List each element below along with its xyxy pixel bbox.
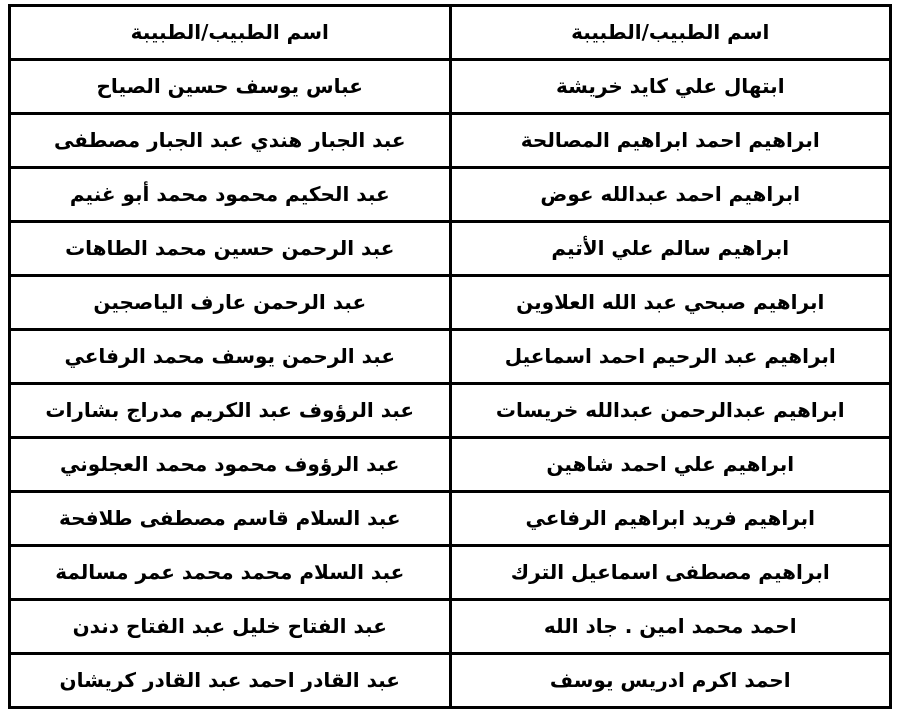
doctor-name: عبد الرؤوف محمود محمد العجلوني <box>60 452 400 476</box>
doctor-name: ابراهيم فريد ابراهيم الرفاعي <box>525 506 816 530</box>
doctor-name-cell-left <box>10 546 451 600</box>
doctor-name: ابراهيم علي احمد شاهين <box>546 452 795 476</box>
doctor-name-cell-left <box>10 438 451 492</box>
doctor-name-cell-right <box>450 600 891 654</box>
doctor-name: عبد القادر احمد عبد القادر كريشان <box>59 668 400 692</box>
doctor-name-cell-left <box>10 222 451 276</box>
doctor-name: ابراهيم عبدالرحمن عبدالله خريسات <box>495 398 845 422</box>
doctor-names-table <box>8 4 892 709</box>
doctor-name: عبد الرحمن حسين محمد الطاهات <box>65 236 395 260</box>
doctor-name: ابراهيم سالم علي الأتيم <box>551 236 790 260</box>
doctor-name-cell-left <box>10 114 451 168</box>
doctor-name-cell-left <box>10 492 451 546</box>
doctor-name: ابراهيم مصطفى اسماعيل الترك <box>510 560 830 584</box>
table-row <box>10 654 891 708</box>
doctor-name: عبد الفتاح خليل عبد الفتاح دندن <box>72 614 387 638</box>
doctor-name-cell-left <box>10 600 451 654</box>
column-header-right-label: اسم الطبيب/الطبيبة <box>571 20 770 44</box>
column-header-right <box>450 6 891 60</box>
doctor-name: عبد الرحمن يوسف محمد الرفاعي <box>64 344 395 368</box>
table-row <box>10 438 891 492</box>
doctor-name: احمد محمد امين . جاد الله <box>543 614 797 638</box>
table-row <box>10 276 891 330</box>
doctor-name-cell-right <box>450 114 891 168</box>
doctor-name-cell-right <box>450 546 891 600</box>
doctor-name: ابراهيم احمد عبدالله عوض <box>540 182 801 206</box>
table-row <box>10 330 891 384</box>
doctor-name-cell-left <box>10 60 451 114</box>
table-row <box>10 114 891 168</box>
table-row <box>10 492 891 546</box>
column-header-left <box>10 6 451 60</box>
doctor-name-cell-left <box>10 168 451 222</box>
doctor-name-cell-left <box>10 384 451 438</box>
doctor-name-cell-right <box>450 168 891 222</box>
doctor-name: عباس يوسف حسين الصياح <box>96 74 363 98</box>
doctor-name: ابراهيم صبحي عبد الله العلاوين <box>516 290 825 314</box>
doctor-name: عبد الرؤوف عبد الكريم مدراج بشارات <box>45 398 415 422</box>
doctor-name: احمد اكرم ادريس يوسف <box>549 668 791 692</box>
doctor-name-cell-left <box>10 654 451 708</box>
table-row <box>10 60 891 114</box>
doctor-name-cell-right <box>450 384 891 438</box>
doctor-name: عبد الرحمن عارف الياصجين <box>93 290 367 314</box>
doctor-name: عبد السلام قاسم مصطفى طلافحة <box>58 506 401 530</box>
doctor-name-cell-left <box>10 276 451 330</box>
doctor-name: عبد السلام محمد محمد عمر مسالمة <box>55 560 405 584</box>
table-row <box>10 168 891 222</box>
table-header-row <box>10 6 891 60</box>
doctor-name-cell-right <box>450 492 891 546</box>
table-row <box>10 222 891 276</box>
table-row <box>10 384 891 438</box>
doctor-name: عبد الجبار هندي عبد الجبار مصطفى <box>53 128 406 152</box>
table-row <box>10 600 891 654</box>
doctor-name: ابتهال علي كايد خريشة <box>555 74 785 98</box>
doctor-name: ابراهيم احمد ابراهيم المصالحة <box>520 128 820 152</box>
doctor-name-cell-right <box>450 276 891 330</box>
doctor-name-cell-right <box>450 654 891 708</box>
doctor-name: عبد الحكيم محمود محمد أبو غنيم <box>69 182 390 206</box>
doctor-name-cell-left <box>10 330 451 384</box>
doctor-name-cell-right <box>450 330 891 384</box>
column-header-left-label: اسم الطبيب/الطبيبة <box>130 20 329 44</box>
doctor-name-cell-right <box>450 222 891 276</box>
table-body <box>10 6 891 708</box>
table-row <box>10 546 891 600</box>
doctor-name-cell-right <box>450 60 891 114</box>
doctor-name-cell-right <box>450 438 891 492</box>
doctor-name: ابراهيم عبد الرحيم احمد اسماعيل <box>504 344 836 368</box>
